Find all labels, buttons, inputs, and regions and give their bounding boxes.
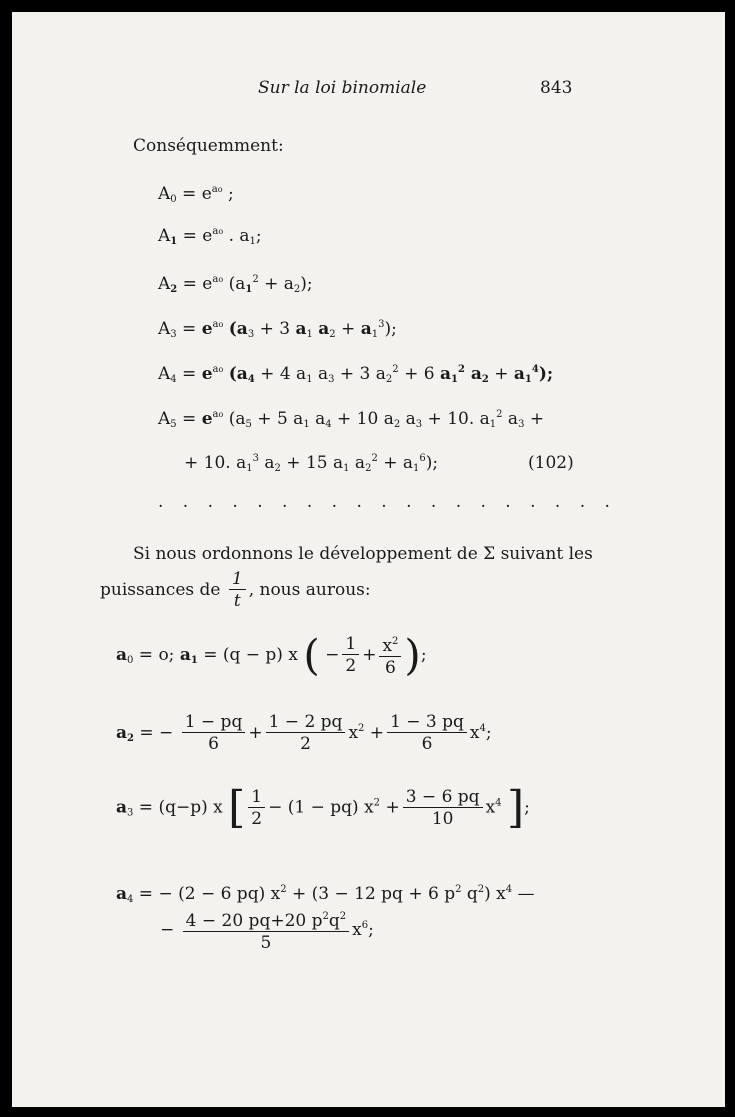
paragraph-text-after: , nous aurous: [248,580,371,600]
consequemment-label: Conséquemment: [133,136,284,156]
equation-a0-a1: $a_0 = o$; $a_1 = (q - p)$ x ( − $\frac{1}{2}$ + $\frac{x^2}{6}$ ); [116,630,427,680]
equation-a2: $a_2$ = − $\frac{1 - pq}{6}$ + $\frac{1 - 2 pq}{2}$ $x^2$ + $\frac{1 - 3 pq}{6}$ $x^4$; [116,712,492,754]
document-page [12,12,725,1107]
equation-a4-line1: $a_4$ = − (2 − 6 pq) $x^2 + (3 - 12$ pq + 6 $p^2$ $q^2$) $x^4$ — [116,884,535,905]
paragraph-line-2 [100,569,371,612]
equation-A4: $A_4 = e^{ao}$ ($a_4 + 4$ $a_1$ $a_3 + 3$ $a_2^2 + 6$ $a_1^2$ $a_2 + a_1^4$); [158,364,554,385]
equation-A5-line2: + 10. $a_1^3$ $a_2 + 15$ $a_1$ $a_2^2 + a_1^6$); [184,453,439,474]
equation-A5-line1: $A_5 = e^{ao}$ ($a_5 + 5$ $a_1$ $a_4 + 10$ $a_2$ $a_3 + 10$. $a_1^2$ $a_3$ + [158,409,545,430]
equation-A3: $A_3 = e^{ao}$ ($a_3 + 3$ $a_1$ $a_2 + a_1^3$); [158,319,397,340]
equation-A2: $A_2 = e^{ao}$ $(a_1^2 + a_2)$; [158,274,313,295]
page-number: 843 [540,78,573,98]
running-title: Sur la loi binomiale [258,78,427,98]
ellipsis-row: . . . . . . . . . . . . . . . . . . . [158,492,617,512]
fraction-1-over-t [229,569,246,612]
equation-A0: $A_0 = e^{ao}$ ; [158,184,234,205]
paragraph-text-before: puissances de [100,580,221,600]
equation-a3: $a_3 = (q-p)$ x [ $\frac{1}{2}$ − (1 − pq) $x^2$ + $\frac{3 - 6 pq}{10}$ $x^4$ ]; [116,782,530,833]
equation-number: (102) [528,453,574,473]
equation-A1: $A_1 = e^{ao}$ . $a_1$; [158,226,262,247]
paragraph-line-1: Si nous ordonnons le développement de Σ suivant les [133,544,593,564]
fraction-denominator: t [233,591,241,611]
fraction-numerator: 1 [229,569,246,590]
equation-a4-line2: − $\frac{4 - 20 pq+20 p^2q^2}{5}$ $x^6$; [160,907,374,954]
